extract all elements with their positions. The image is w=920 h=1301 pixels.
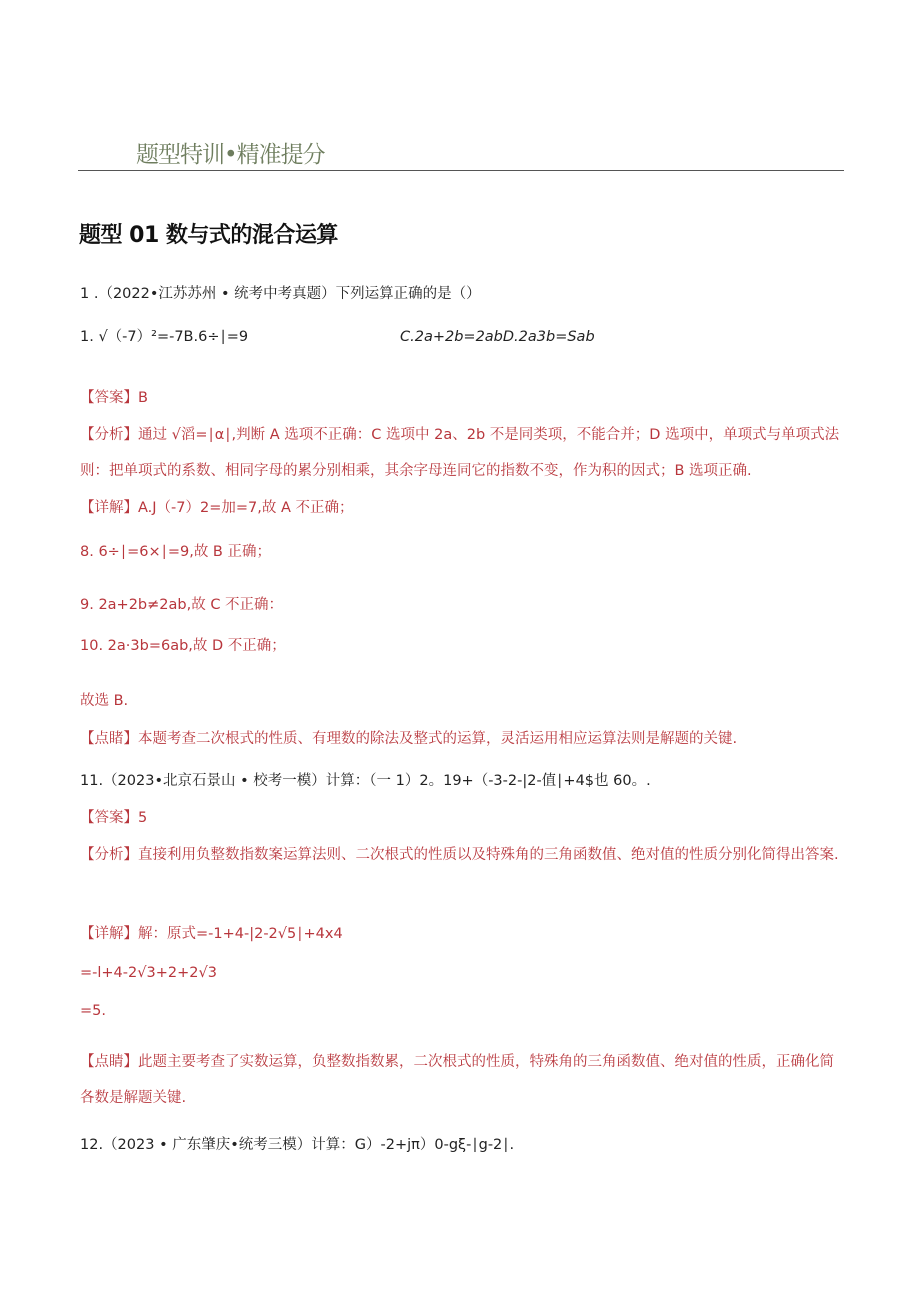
q1-options-ab: 1. √（-7）²=-7B.6÷∣=9 bbox=[80, 329, 249, 345]
q11-answer: 【答案】5 bbox=[80, 810, 148, 826]
header-rule bbox=[78, 170, 844, 171]
q1-item-10: 10. 2a·3b=6ab,故 D 不正确； bbox=[80, 638, 286, 654]
q12-stem: 12.（2023 • 广东肇庆•统考三模）计算：G）-2+jπ）0-gξ-∣g-2∣. bbox=[80, 1137, 515, 1153]
q11-analysis: 【分析】直接利用负整数指数案运算法则、二次根式的性质以及特殊角的三角函数值、绝对值的性质分别化简得出答案. bbox=[80, 847, 839, 863]
q1-answer: 【答案】B bbox=[80, 390, 148, 406]
q11-step-3: =5. bbox=[80, 1003, 106, 1019]
q1-item-9: 9. 2a+2b≠2ab,故 C 不正确： bbox=[80, 597, 284, 613]
q11-detail: 【详解】解：原式=-1+4-|2-2√5∣+4x4 bbox=[80, 926, 343, 942]
q1-comment: 【点睹】本题考查二次根式的性质、有理数的除法及整式的运算，灵活运用相应运算法则是解题的关键. bbox=[80, 731, 738, 747]
q1-analysis: 【分析】通过 √滔=∣α∣,判断 A 选项不正确：C 选项中 2a、2b 不是同类项，不能合并；D 选项中，单项式与单项式法则：把单项式的系数、相同字母的累分别相乘，其余字母连同它的指数不变，作为积的因式；B 选项正确. bbox=[80, 427, 840, 479]
q1-detail: 【详解】A.J（-7）2=加=7,故 A 不正确； bbox=[80, 500, 354, 516]
q11-stem: 11.（2023•北京石景山 • 校考一模）计算：（一 1）2。19+（-3-2-|2-值∣+4$也 60。. bbox=[80, 773, 651, 789]
q1-choose: 故选 B. bbox=[80, 693, 129, 709]
header-title: 题型特训•精准提分 bbox=[136, 142, 325, 168]
q11-step-2: =-l+4-2√3+2+2√3 bbox=[80, 965, 217, 981]
q1-stem: 1 .（2022•江苏苏州 • 统考中考真题）下列运算正确的是（） bbox=[80, 286, 481, 302]
q1-options-cd: C.2a+2b=2abD.2a3b=Sab bbox=[400, 329, 595, 345]
section-title: 题型 01 数与式的混合运算 bbox=[79, 223, 338, 248]
q1-item-8: 8. 6÷∣=6×∣=9,故 B 正确； bbox=[80, 544, 271, 560]
q11-comment: 【点睛】此题主要考查了实数运算，负整数指数累，二次根式的性质，特殊角的三角函数值、绝对值的性质，正确化简各数是解题关键. bbox=[80, 1054, 834, 1106]
